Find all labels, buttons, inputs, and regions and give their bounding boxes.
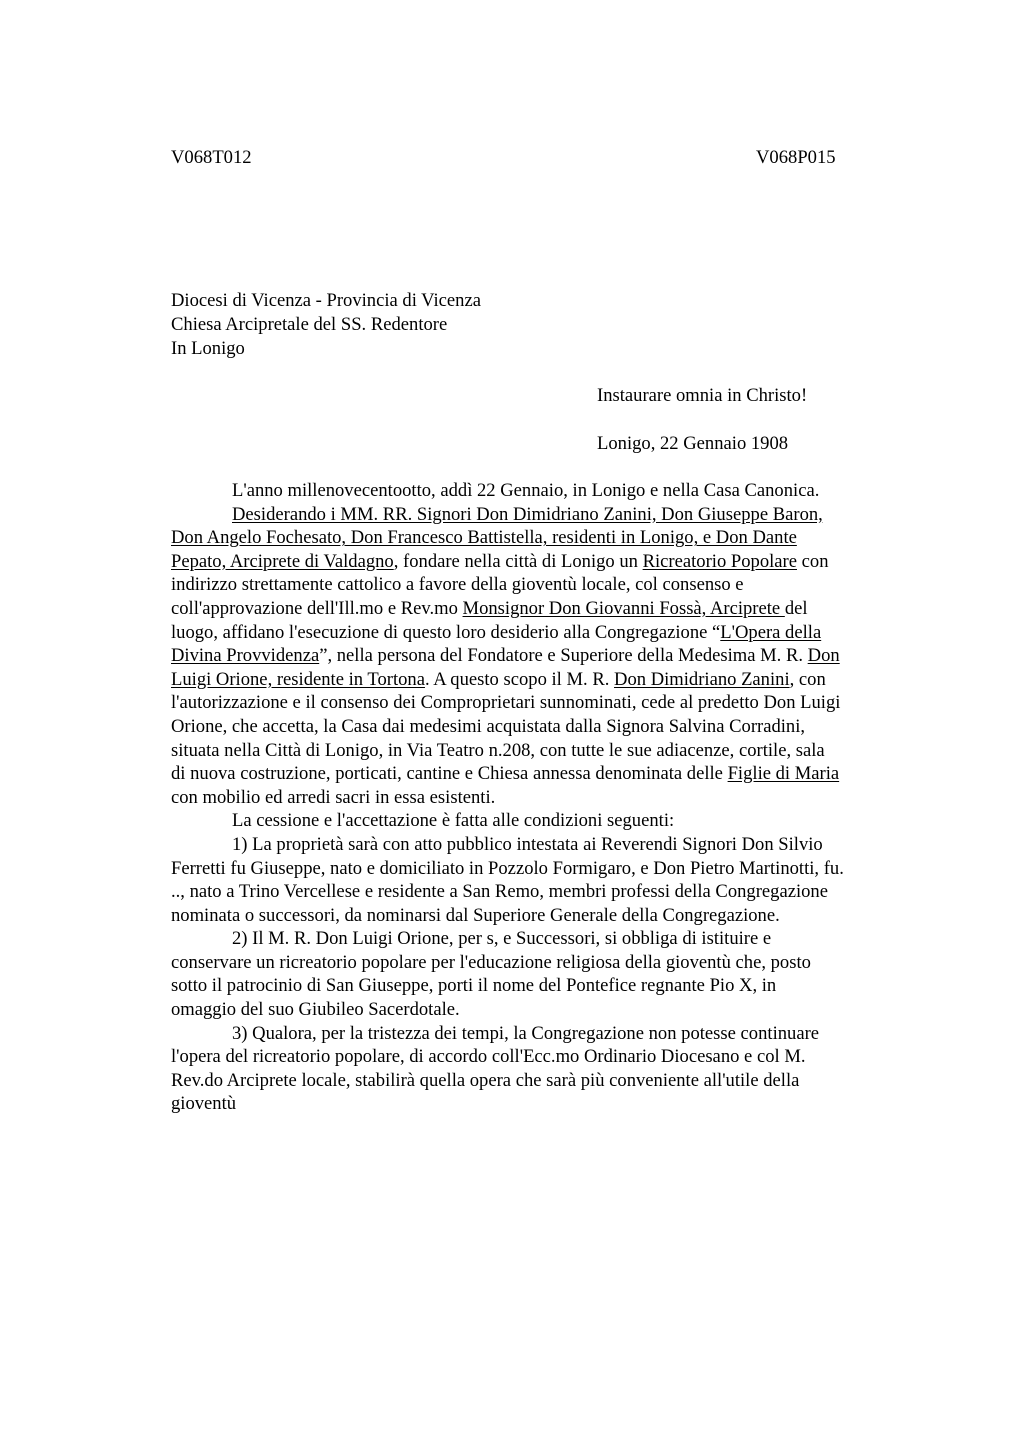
document-code-left: V068T012 bbox=[171, 147, 252, 168]
body-line: gioventù bbox=[171, 1093, 237, 1115]
body-line: situata nella Città di Lonigo, in Via Teatro n.208, con tutte le sue adiacenze, cortile, sala bbox=[171, 739, 825, 761]
body-line bbox=[171, 526, 931, 550]
underlined-text: Desiderando i MM. RR. Signori Don Dimidriano Zanini, Don Giuseppe Baron, bbox=[232, 503, 823, 525]
letterhead-place: In Lonigo bbox=[171, 338, 245, 359]
underlined-text: Ricreatorio Popolare bbox=[642, 550, 797, 572]
underlined-text: Don bbox=[807, 645, 840, 667]
body-line bbox=[171, 503, 931, 527]
underlined-text: Figlie di Maria bbox=[727, 763, 840, 785]
condition-3-line: 3) Qualora, per la tristezza dei tempi, la Congregazione non potesse continuare bbox=[232, 1022, 820, 1044]
body-text-segment: del bbox=[784, 597, 808, 619]
body-text-segment: ”, nella persona del Fondatore e Superiore della Medesima M. R. bbox=[319, 645, 808, 667]
underlined-text: Luigi Orione, residente in Tortona bbox=[171, 668, 425, 690]
body-line: nominata o successori, da nominarsi dal Superiore Generale della Congregazione. bbox=[171, 904, 780, 926]
body-line bbox=[171, 597, 931, 621]
body-text-segment: , fondare nella città di Lonigo un bbox=[393, 550, 643, 572]
underlined-text: Don Angelo Fochesato, Don Francesco Battistella, residenti in Lonigo, e Don Dante bbox=[171, 527, 797, 549]
underlined-text: Divina Provvidenza bbox=[171, 645, 320, 667]
condition-1-line: 1) La proprietà sarà con atto pubblico intestata ai Reverendi Signori Don Silvio bbox=[232, 833, 823, 855]
body-line: sotto il patrocinio di San Giuseppe, porti il nome del Pontefice regnante Pio X, in bbox=[171, 975, 777, 997]
body-line bbox=[171, 550, 931, 574]
body-text-segment: . A questo scopo il M. R. bbox=[424, 668, 615, 690]
body-line bbox=[171, 668, 931, 692]
body-line bbox=[171, 644, 931, 668]
body-line: Rev.do Arciprete locale, stabilirà quella opera che sarà più conveniente all'utile della bbox=[171, 1069, 800, 1091]
body-line: conservare un ricreatorio popolare per l'educazione religiosa della gioventù che, posto bbox=[171, 951, 811, 973]
underlined-text: Monsignor Don Giovanni Fossà, Arciprete bbox=[462, 597, 785, 619]
body-line bbox=[171, 621, 931, 645]
body-text-segment: coll'approvazione dell'Ill.mo e Rev.mo bbox=[171, 597, 463, 619]
body-line: L'anno millenovecentootto, addì 22 Gennaio, in Lonigo e nella Casa Canonica. bbox=[232, 480, 820, 501]
body-text-segment: con bbox=[797, 550, 829, 572]
document-body bbox=[171, 479, 931, 1116]
body-line: Orione, che accetta, la Casa dai medesimi acquistata dalla Signora Salvina Corradini, bbox=[171, 715, 806, 737]
body-line: .., nato a Trino Vercellese e residente a San Remo, membri professi della Congregazione bbox=[171, 881, 828, 903]
underlined-text: L'Opera della bbox=[720, 621, 822, 643]
body-text-segment: luogo, affidano l'esecuzione di questo loro desiderio alla Congregazione “ bbox=[171, 621, 721, 643]
body-line: La cessione e l'accettazione è fatta alle condizioni seguenti: bbox=[232, 810, 675, 832]
letterhead bbox=[171, 289, 481, 361]
body-text-segment: di nuova costruzione, porticati, cantine e Chiesa annessa denominata delle bbox=[171, 763, 728, 785]
place-date: Lonigo, 22 Gennaio 1908 bbox=[597, 433, 789, 454]
underlined-text: Pepato, Arciprete di Valdagno bbox=[171, 550, 394, 572]
document-code-right: V068P015 bbox=[756, 147, 836, 168]
letterhead-church: Chiesa Arcipretale del SS. Redentore bbox=[171, 314, 448, 335]
body-line: con mobilio ed arredi sacri in essa esistenti. bbox=[171, 786, 496, 808]
body-line: l'autorizzazione e il consenso dei Comproprietari sunnominati, cede al predetto Don Luigi bbox=[171, 692, 841, 714]
body-line: l'opera del ricreatorio popolare, di accordo coll'Ecc.mo Ordinario Diocesano e col M. bbox=[171, 1046, 806, 1068]
body-line: indirizzo strettamente cattolico a favore della gioventù locale, col consenso e bbox=[171, 574, 744, 596]
body-line: Ferretti fu Giuseppe, nato e domiciliato in Pozzolo Formigaro, e Don Pietro Martinotti, fu. bbox=[171, 857, 844, 879]
body-text-segment: , con bbox=[789, 668, 826, 690]
body-line bbox=[171, 762, 931, 786]
body-line: omaggio del suo Giubileo Sacerdotale. bbox=[171, 999, 460, 1021]
underlined-text: Don Dimidriano Zanini bbox=[614, 668, 790, 690]
letterhead-diocese: Diocesi di Vicenza - Provincia di Vicenza bbox=[171, 290, 481, 311]
motto: Instaurare omnia in Christo! bbox=[597, 385, 808, 406]
condition-2-line: 2) Il M. R. Don Luigi Orione, per s, e Successori, si obbliga di istituire e bbox=[232, 928, 772, 950]
